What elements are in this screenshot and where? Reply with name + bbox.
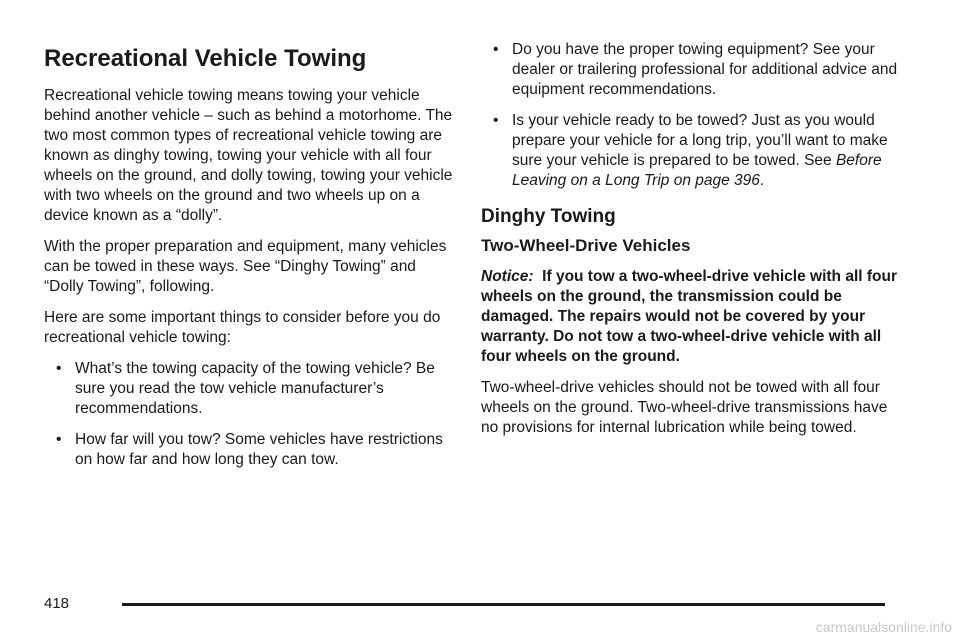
two-wheel-drive-paragraph: Two-wheel-drive vehicles should not be towed with all four wheels on the ground. Two-wheel-drive transmissions have no provisions for internal lubrication while being towed. (481, 379, 888, 436)
page-number: 418 (44, 595, 70, 612)
section-title: Dinghy Towing (481, 206, 616, 227)
page-footer (44, 594, 885, 614)
right-column (481, 40, 901, 449)
intro-paragraph: Recreational vehicle towing means towing your vehicle behind another vehicle – such as behind a motorhome. The two most common types of recreational vehicle towing are known as dinghy towing, towing your vehicle with all four wheels on the ground, and dolly towing, towing your vehicle with two wheels on the ground and two wheels up on a device known as a “dolly”. (44, 87, 453, 224)
list-item-end: . (759, 172, 765, 189)
footer-divider (122, 603, 885, 606)
bullet-icon: • (56, 431, 62, 448)
notice-block (481, 267, 901, 367)
list-item (481, 40, 901, 100)
considerations-list-left (44, 359, 454, 470)
notice-text: If you tow a two-wheel-drive vehicle with all four wheels on the ground, the transmission could be damaged. The repairs would not be covered by your warranty. Do not tow a two-wheel-drive vehicle with all four wheels on the ground. (481, 268, 897, 365)
list-item-text: Do you have the proper towing equipment? See your dealer or trailering professional for additional advice and equipment recommendations. (512, 41, 898, 98)
considerations-paragraph: Here are some important things to consider before you do recreational vehicle towing: (44, 309, 441, 346)
left-column (44, 40, 454, 481)
list-item-text: How far will you tow? Some vehicles have restrictions on how far and how long they can tow. (75, 431, 443, 468)
bullet-icon: • (56, 360, 62, 377)
notice-label: Notice: (481, 268, 534, 285)
bullet-icon: • (493, 41, 499, 58)
list-item (44, 359, 454, 419)
watermark: carmanualsonline.info (815, 619, 952, 635)
list-item-text: What’s the towing capacity of the towing vehicle? Be sure you read the tow vehicle manufacturer’s recommendations. (75, 360, 435, 417)
considerations-list-right (481, 40, 901, 191)
page-reference-link[interactable]: Before Leaving on a Long Trip on page 396 (512, 152, 882, 189)
list-item (44, 430, 454, 470)
page-title: Recreational Vehicle Towing (44, 45, 367, 72)
list-item (481, 111, 901, 191)
preparation-paragraph: With the proper preparation and equipment, many vehicles can be towed in these ways. See “Dinghy Towing” and “Dolly Towing”, following. (44, 238, 447, 295)
bullet-icon: • (493, 112, 499, 129)
subsection-title: Two-Wheel-Drive Vehicles (481, 236, 691, 255)
list-item-text: Is your vehicle ready to be towed? Just as you would prepare your vehicle for a long trip, you’ll want to make sure your vehicle is prepared to be towed. See (512, 112, 888, 169)
